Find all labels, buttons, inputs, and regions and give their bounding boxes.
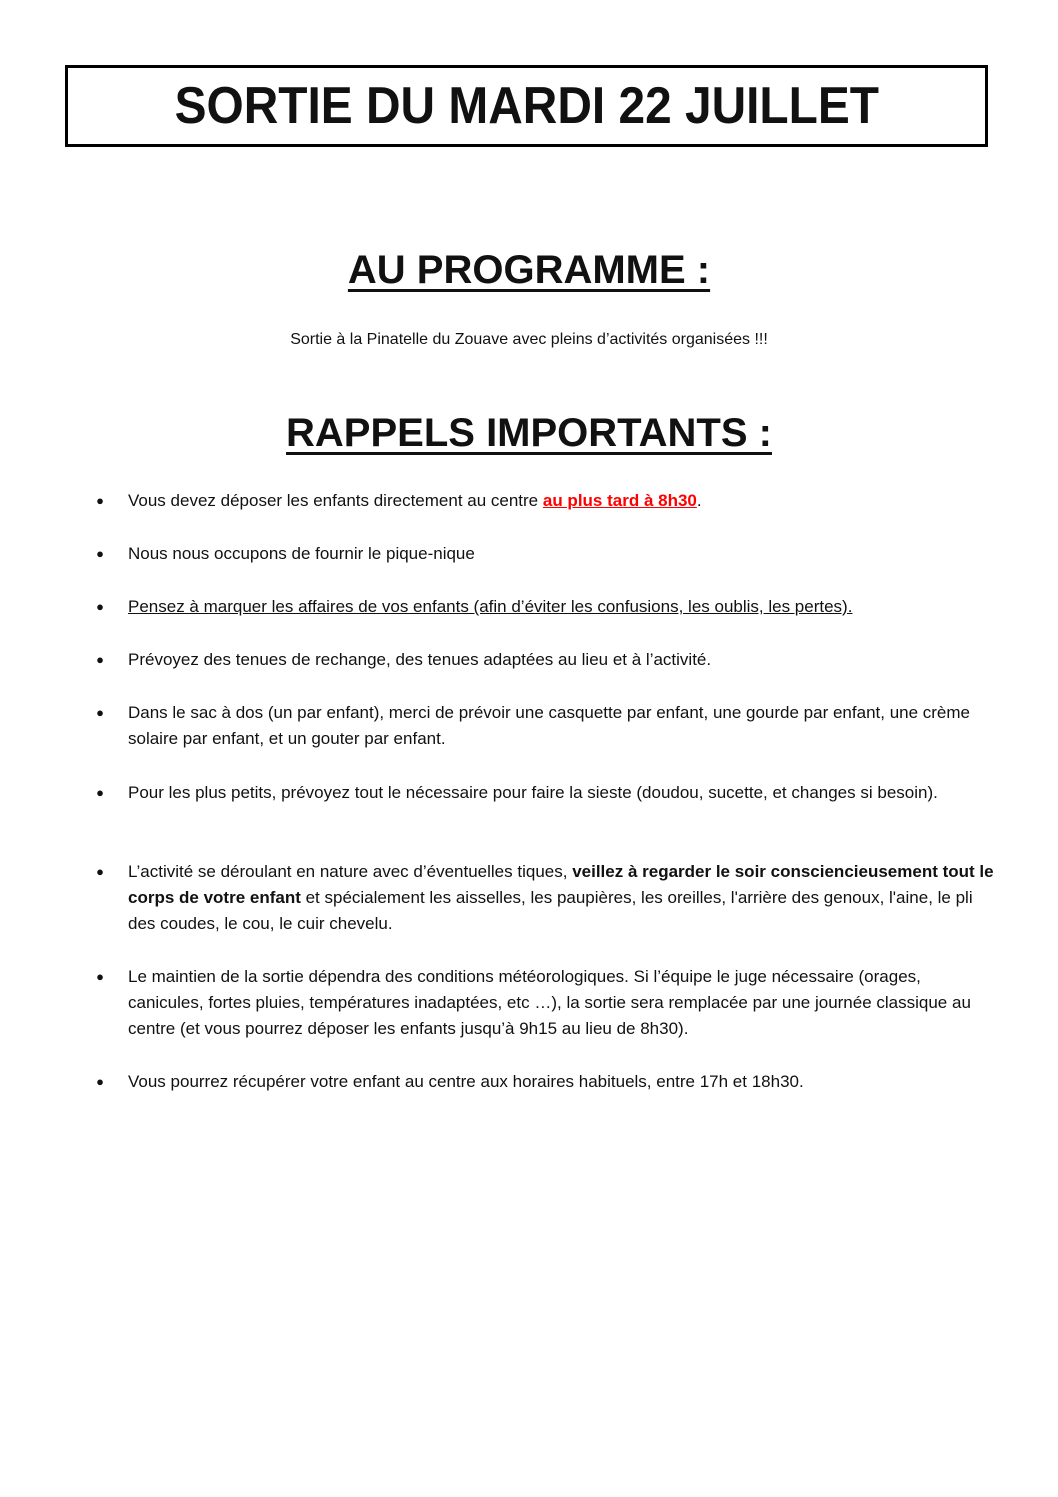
programme-text: Sortie à la Pinatelle du Zouave avec pleins d’activités organisées !!! — [290, 331, 768, 348]
rule-text: Le maintien de la sortie dépendra des conditions météorologiques. Si l’équipe le juge nécessaire (orages, canicules, fortes pluies, températures inadaptées, etc …), la sortie sera remplacée par une journée classique au centre (et vous pourrez déposer les enfants jusqu’à 9h15 au lieu de 8h30). — [128, 967, 971, 1038]
bullet-icon: ● — [96, 652, 104, 667]
rule-text: Prévoyez des tenues de rechange, des tenues adaptées au lieu et à l’activité. — [128, 650, 712, 669]
bullet-icon: ● — [96, 599, 104, 614]
tick-warning-bold: veillez à regarder le soir consciencieusement tout le corps de votre enfant — [128, 862, 994, 907]
rule-text-part: Vous devez déposer les enfants directement au centre — [128, 491, 543, 510]
title-box — [65, 65, 988, 147]
bullet-icon: ● — [96, 705, 104, 720]
bullet-icon: ● — [96, 546, 104, 561]
list-item — [95, 780, 995, 806]
bullet-icon: ● — [96, 969, 104, 984]
rule-text-part: L’activité se déroulant en nature avec d’éventuelles tiques, — [128, 862, 573, 881]
rule-text — [128, 488, 995, 514]
bullet-icon: ● — [96, 493, 104, 508]
rule-text-part: . — [696, 491, 702, 510]
rule-text-part: et spécialement les aisselles, les paupières, les oreilles, l'arrière des genoux, l'aine, le pli des coudes, le cou, le cuir chevelu. — [128, 888, 973, 933]
list-item — [95, 1069, 995, 1095]
page-title: SORTIE DU MARDI 22 JUILLET — [174, 77, 879, 135]
rule-text — [128, 859, 995, 937]
rule-text: Pour les plus petits, prévoyez tout le nécessaire pour faire la sieste (doudou, sucette, et changes si besoin). — [128, 783, 938, 802]
rule-text: Nous nous occupons de fournir le pique-nique — [128, 544, 475, 563]
list-item — [95, 700, 995, 752]
rappels-heading: RAPPELS IMPORTANTS : — [286, 411, 772, 455]
list-item — [95, 964, 995, 1042]
bullet-icon: ● — [96, 1074, 104, 1089]
bullet-icon: ● — [96, 864, 104, 879]
list-item — [95, 859, 995, 937]
deadline-highlight: au plus tard à 8h30 — [542, 491, 697, 510]
rule-text: Dans le sac à dos (un par enfant), merci de prévoir une casquette par enfant, une gourde par enfant, une crème solaire par enfant, et un gouter par enfant. — [128, 703, 971, 748]
list-item — [95, 594, 995, 620]
rule-text: Vous pourrez récupérer votre enfant au centre aux horaires habituels, entre 17h et 18h30. — [128, 1072, 804, 1091]
programme-heading: AU PROGRAMME : — [347, 248, 711, 292]
list-item — [95, 647, 995, 673]
list-item — [95, 488, 995, 514]
list-item — [95, 541, 995, 567]
bullet-icon: ● — [96, 785, 104, 800]
rule-text: Pensez à marquer les affaires de vos enfants (afin d’éviter les confusions, les oublis, les pertes). — [128, 597, 853, 616]
